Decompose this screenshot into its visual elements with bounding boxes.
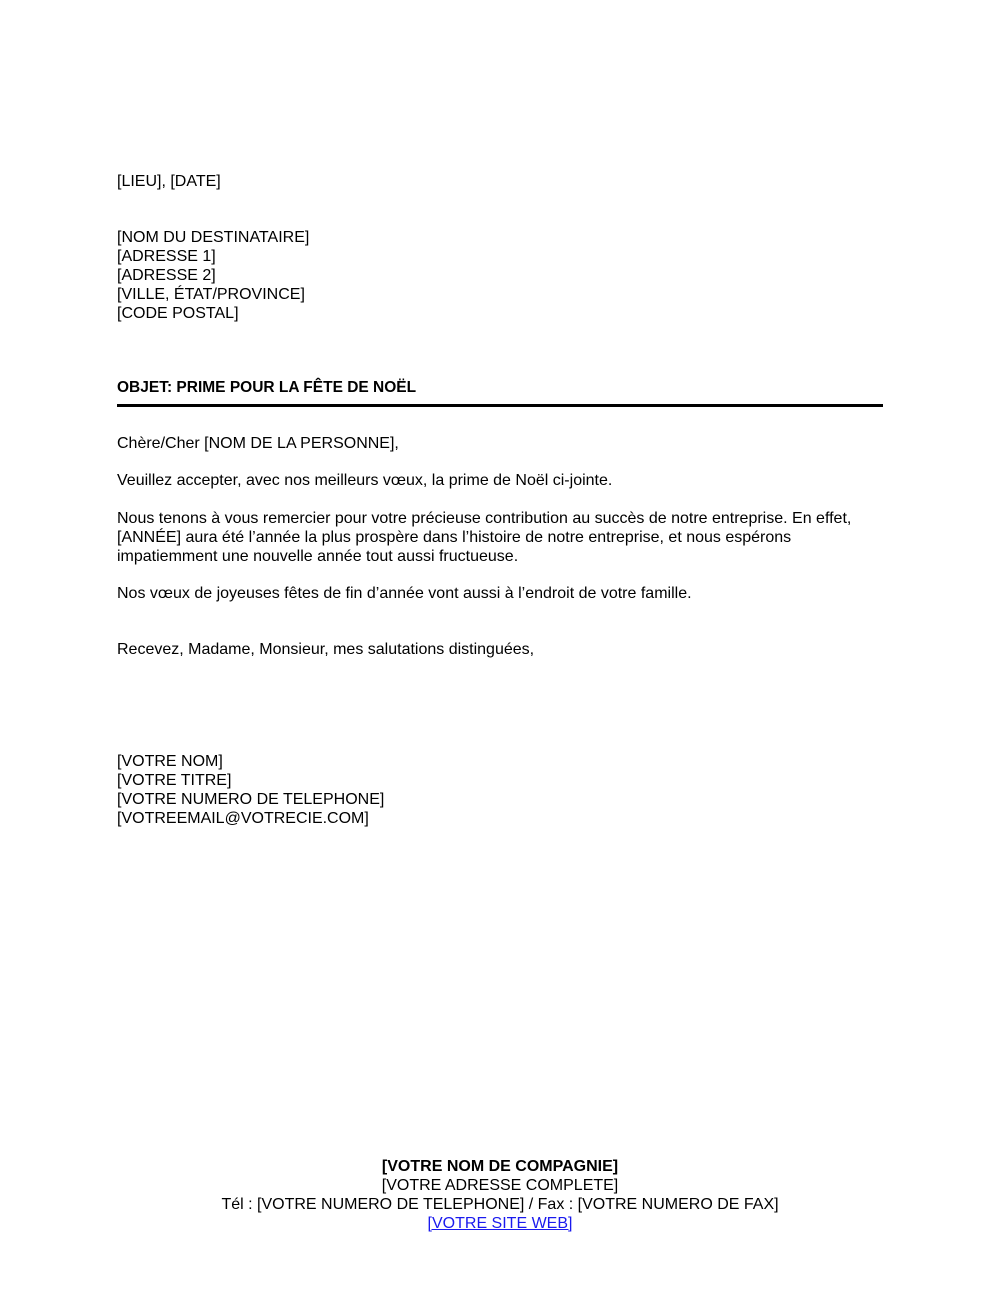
paragraph-1: Veuillez accepter, avec nos meilleurs vœux, la prime de Noël ci-jointe. [117,472,613,489]
footer-contact: Tél : [VOTRE NUMERO DE TELEPHONE] / Fax : [VOTRE NUMERO DE FAX] [221,1196,779,1213]
footer-address: [VOTRE ADRESSE COMPLETE] [381,1177,619,1194]
signature-block [117,752,384,828]
signature-title: [VOTRE TITRE] [117,772,232,789]
paragraph-2 [117,509,851,566]
recipient-name: [NOM DU DESTINATAIRE] [117,229,310,246]
signature-phone: [VOTRE NUMERO DE TELEPHONE] [117,791,385,808]
recipient-city-state: [VILLE, ÉTAT/PROVINCE] [117,286,305,303]
salutation: Chère/Cher [NOM DE LA PERSONNE], [117,435,399,452]
closing: Recevez, Madame, Monsieur, mes salutations distinguées, [117,641,535,658]
paragraph-2-line-3: impatiemment une nouvelle année tout aussi fructueuse. [117,548,519,565]
subject-divider [117,404,883,407]
recipient-postal-code: [CODE POSTAL] [117,305,239,322]
recipient-block [117,228,309,323]
company-footer [0,1157,1000,1233]
paragraph-2-line-1: Nous tenons à vous remercier pour votre précieuse contribution au succès de notre entreprise. En effet, [117,510,852,527]
signature-name: [VOTRE NOM] [117,753,223,770]
signature-email: [VOTREEMAIL@VOTRECIE.COM] [117,810,369,827]
recipient-address-1: [ADRESSE 1] [117,248,216,265]
footer-company-name: [VOTRE NOM DE COMPAGNIE] [381,1158,619,1175]
footer-website-link[interactable]: [VOTRE SITE WEB] [427,1215,573,1232]
paragraph-2-line-2: [ANNÉE] aura été l’année la plus prospère dans l’histoire de notre entreprise, et nous espérons [117,529,792,546]
subject-line: OBJET: PRIME POUR LA FÊTE DE NOËL [117,379,417,396]
paragraph-3: Nos vœux de joyeuses fêtes de fin d’année vont aussi à l’endroit de votre famille. [117,585,692,602]
place-date: [LIEU], [DATE] [117,173,221,190]
recipient-address-2: [ADRESSE 2] [117,267,216,284]
